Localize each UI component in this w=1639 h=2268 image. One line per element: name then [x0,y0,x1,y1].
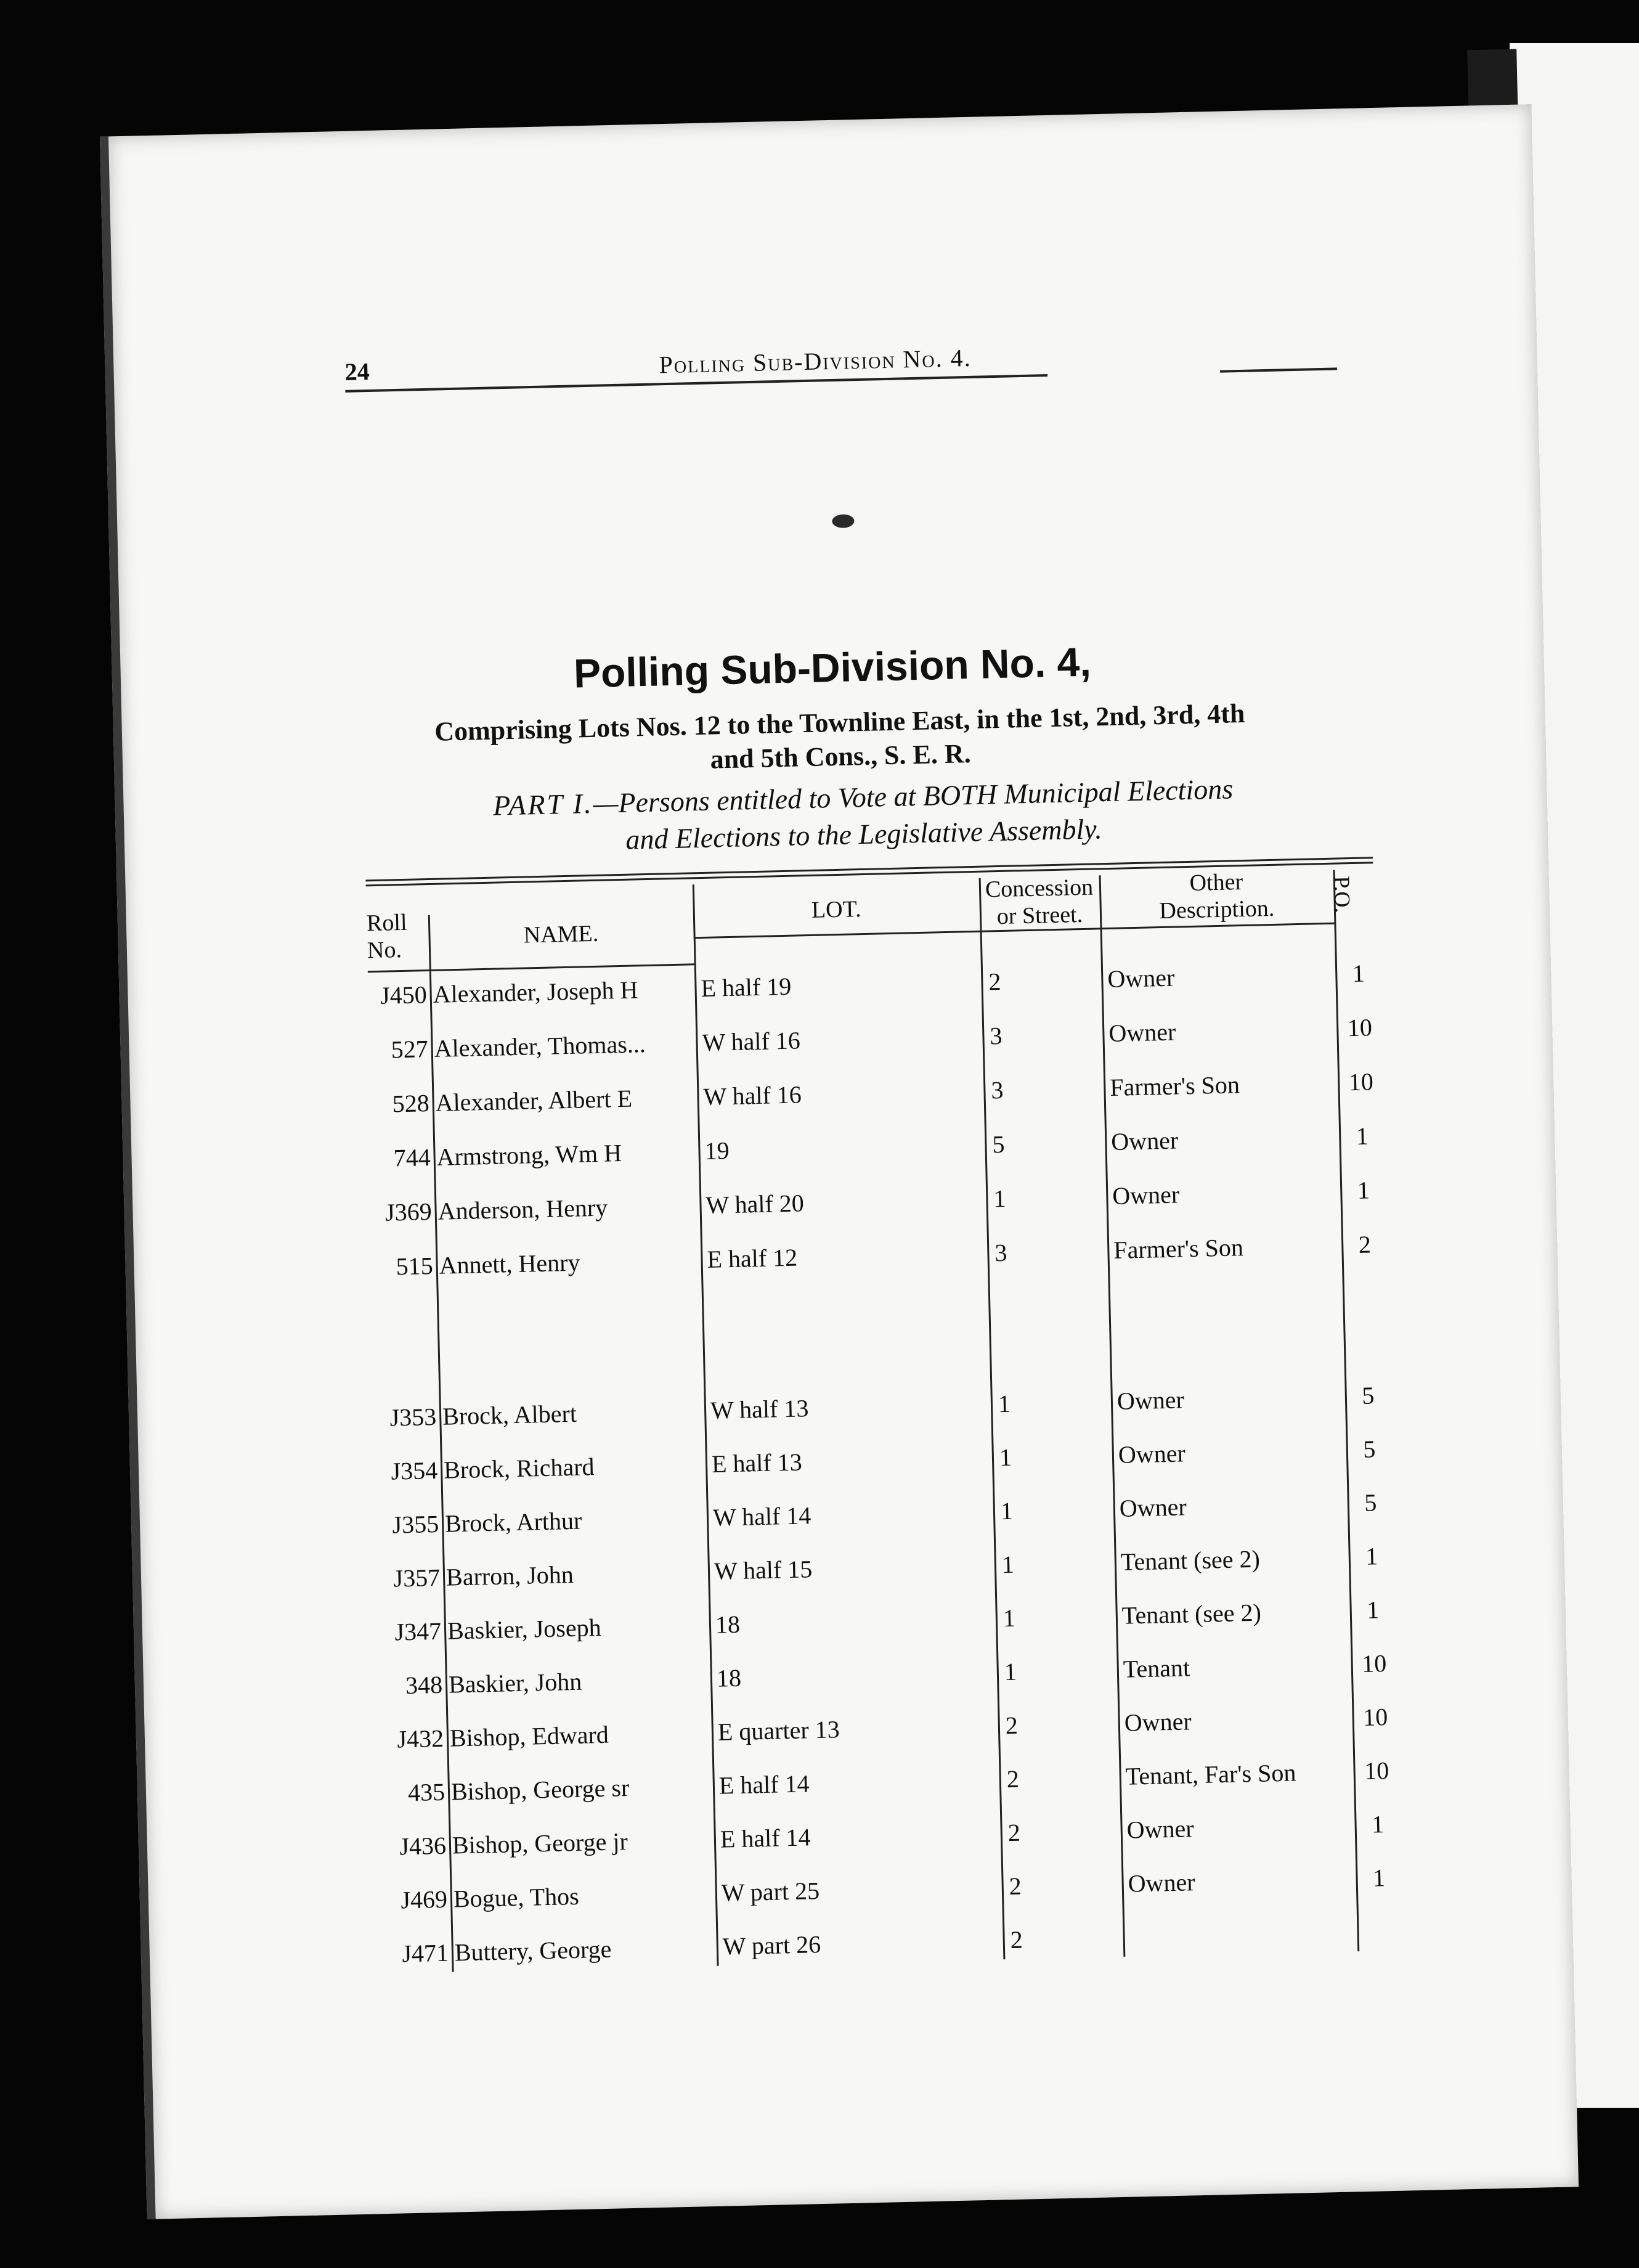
header-lot: LOT. [811,896,861,923]
post-office: 10 [1361,1649,1387,1678]
post-office: 1 [1352,959,1365,988]
description: Tenant (see 2) [1121,1598,1262,1630]
roll-number: 744 [393,1143,431,1172]
voter-table [365,857,1397,1973]
post-office: 5 [1364,1488,1377,1517]
description: Farmer's Son [1113,1233,1244,1264]
description: Owner [1118,1439,1186,1469]
description: Owner [1110,1126,1179,1156]
header-underline-lot [694,931,980,939]
part-text-1: —Persons entitled to Vote at BOTH Municipal Elections [592,773,1234,819]
concession: 3 [994,1238,1007,1267]
post-office: 10 [1362,1703,1388,1731]
concession: 1 [1004,1657,1017,1686]
lot: W part 26 [722,1930,821,1960]
lot: E quarter 13 [717,1715,840,1746]
description: Owner [1124,1707,1192,1737]
page-title: Polling Sub-Division No. 4, [573,638,1092,696]
concession: 3 [990,1075,1004,1104]
voter-name: Bishop, George sr [450,1773,630,1806]
concession: 3 [989,1021,1003,1050]
description: Tenant, Far's Son [1125,1758,1296,1790]
lot: W half 14 [712,1501,811,1532]
header-roll-line-1: Roll [366,909,407,937]
running-title: Polling Sub-Division No. 4. [659,343,972,379]
roll-number: 515 [396,1252,434,1281]
document-page [100,104,1579,2219]
post-office: 1 [1357,1176,1370,1204]
roll-number: J357 [393,1563,441,1593]
lot: 19 [704,1136,730,1165]
header-description [1099,867,1334,926]
roll-number: J450 [380,981,428,1010]
voter-name: Brock, Arthur [444,1506,582,1538]
lot: W half 13 [710,1394,809,1424]
part-heading [345,767,1381,865]
lot: 18 [716,1663,742,1692]
ink-spot [832,514,854,528]
header-underline-roll [368,969,429,973]
description: Tenant (see 2) [1120,1544,1261,1576]
header-description-line-1: Other [1189,869,1243,896]
description: Owner [1112,1180,1180,1210]
voter-name: Annett, Henry [439,1248,580,1279]
post-office: 5 [1362,1435,1376,1463]
concession: 1 [1001,1550,1015,1579]
description: Owner [1116,1385,1185,1415]
voter-name: Alexander, Thomas... [434,1030,646,1063]
concession: 5 [991,1130,1005,1159]
concession: 1 [999,1443,1012,1472]
concession: 1 [998,1389,1011,1418]
voter-name: Buttery, George [454,1935,612,1967]
voter-name: Baskier, Joseph [447,1613,602,1645]
voter-name: Anderson, Henry [437,1193,608,1225]
post-office: 2 [1358,1230,1372,1258]
description: Owner [1119,1493,1187,1522]
roll-number: J354 [391,1456,438,1485]
roll-number: 435 [407,1777,445,1807]
concession: 2 [1006,1764,1020,1793]
concession: 1 [993,1184,1006,1213]
lot: W half 16 [703,1080,802,1111]
description: Farmer's Son [1109,1071,1240,1101]
roll-number: J369 [384,1197,433,1226]
lot: E half 13 [711,1448,803,1478]
post-office: 10 [1348,1067,1374,1096]
lot: E half 12 [707,1243,798,1273]
voter-name: Barron, John [445,1560,574,1591]
post-office: 1 [1372,1864,1386,1892]
roll-number: J353 [389,1402,437,1432]
voter-name: Baskier, John [448,1667,582,1699]
post-office: 10 [1347,1013,1373,1042]
lot: W half 20 [706,1189,805,1219]
lot: E half 14 [718,1769,810,1800]
rule-gap [1047,367,1220,378]
running-head [344,312,1337,393]
post-office: 5 [1361,1381,1375,1409]
post-office: 1 [1356,1122,1369,1150]
subtitle-line-1: Comprising Lots Nos. 12 to the Townline East, in the 1st, 2nd, 3rd, 4th [434,698,1245,747]
roll-number: J469 [400,1885,448,1914]
lot: W half 16 [702,1026,801,1056]
roll-number: J355 [392,1509,439,1539]
voter-name: Bishop, George jr [452,1827,628,1859]
header-concession [979,874,1100,931]
lot: W half 15 [714,1555,813,1585]
lot: E half 14 [720,1823,811,1853]
page-number: 24 [344,357,370,386]
post-office: 1 [1366,1596,1380,1624]
voter-name: Alexander, Joseph H [433,976,638,1008]
header-po: P.O. [1329,875,1356,913]
concession: 2 [1010,1925,1023,1954]
concession: 2 [1007,1818,1021,1847]
concession: 1 [1003,1604,1016,1633]
post-office: 10 [1364,1756,1389,1785]
part-text-2: and Elections to the Legislative Assembly. [625,812,1103,855]
header-description-line-2: Description. [1159,895,1275,924]
voter-name: Alexander, Albert E [435,1084,633,1117]
description: Owner [1108,1018,1176,1048]
description: Owner [1107,963,1175,993]
roll-number: 528 [392,1089,430,1118]
post-office: 1 [1371,1810,1385,1838]
lot: W part 25 [721,1877,820,1907]
roll-number: J347 [394,1617,442,1646]
header-name: NAME. [523,920,599,948]
header-underline-name [429,963,694,971]
roll-number: J436 [399,1831,447,1861]
description: Owner [1126,1814,1195,1844]
lot: 18 [715,1610,741,1639]
voter-name: Armstrong, Wm H [436,1139,622,1171]
header-concession-line-1: Concession [985,874,1094,903]
concession: 2 [1009,1872,1022,1901]
roll-number: 527 [391,1035,429,1064]
concession: 2 [988,967,1001,996]
post-office: 1 [1365,1542,1378,1570]
voter-name: Bishop, Edward [449,1720,609,1752]
header-concession-line-2: or Street. [996,901,1083,929]
roll-number: 348 [405,1670,443,1700]
part-label: PART I. [492,787,594,822]
voter-name: Bogue, Thos [453,1882,580,1913]
roll-number: J432 [396,1724,444,1753]
lot: E half 19 [701,972,792,1003]
header-roll [367,909,429,965]
voter-name: Brock, Albert [442,1399,577,1430]
concession: 1 [1000,1496,1014,1525]
description: Tenant [1123,1654,1190,1683]
roll-number: J471 [401,1938,449,1968]
subtitle-line-2: and 5th Cons., S. E. R. [710,738,972,775]
header-roll-line-2: No. [367,936,402,963]
description: Owner [1128,1868,1196,1898]
concession: 2 [1005,1711,1019,1740]
voter-name: Brock, Richard [443,1453,595,1484]
